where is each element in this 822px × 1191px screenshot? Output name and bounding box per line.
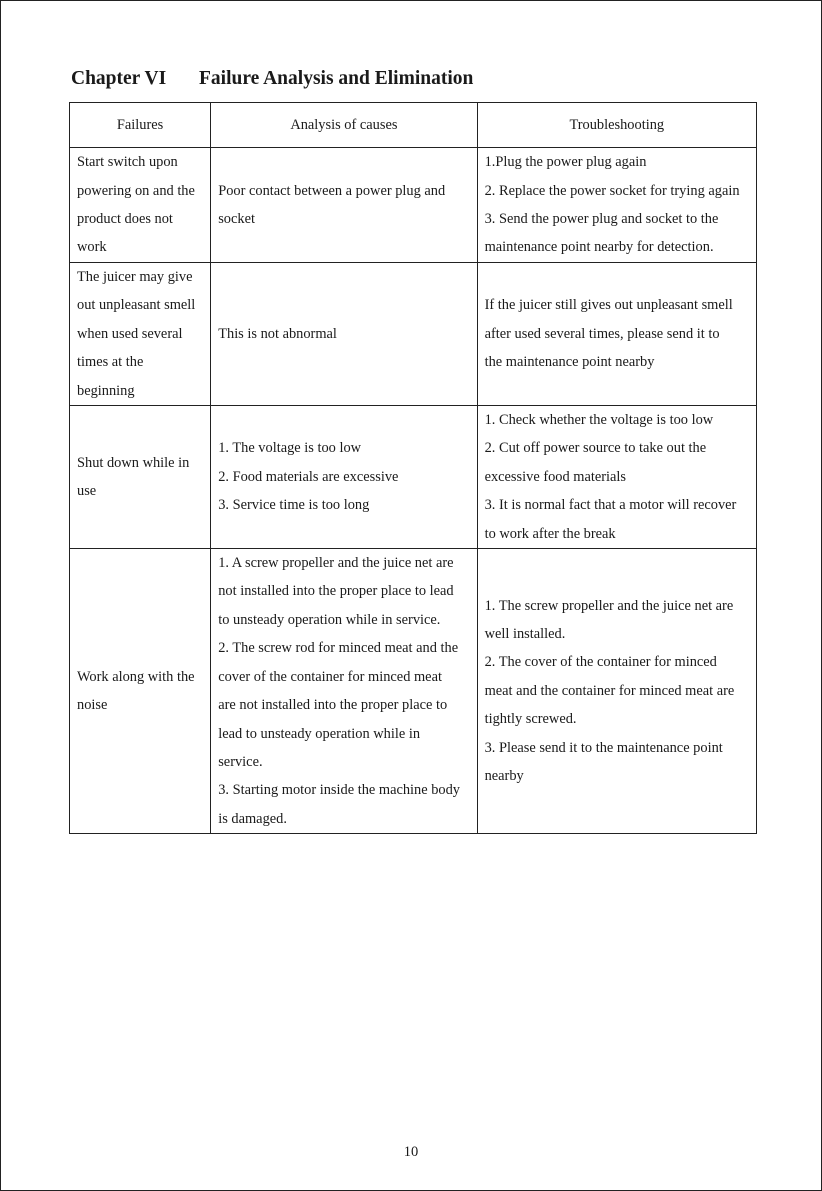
header-failures: Failures bbox=[70, 103, 211, 148]
failure-cell bbox=[70, 148, 211, 263]
cell-line: nearby bbox=[484, 768, 524, 785]
cell-line: maintenance point nearby for detection. bbox=[484, 239, 714, 256]
cause-cell bbox=[211, 148, 477, 263]
cell-line: when used several bbox=[77, 325, 183, 342]
cell-line: to unsteady operation while in service. bbox=[218, 611, 441, 628]
cause-cell bbox=[211, 549, 477, 834]
failure-cell bbox=[70, 549, 211, 834]
cell-line: Shut down while in bbox=[77, 454, 190, 471]
failure-analysis-table bbox=[69, 102, 757, 834]
failure-cell bbox=[70, 406, 211, 549]
cell-line: If the juicer still gives out unpleasant smell bbox=[484, 297, 733, 314]
cell-line: cover of the container for minced meat bbox=[218, 668, 442, 685]
cell-line: to work after the break bbox=[484, 525, 616, 542]
table-row bbox=[70, 148, 757, 263]
cause-cell bbox=[211, 406, 477, 549]
cell-line: are not installed into the proper place to bbox=[218, 697, 448, 714]
cell-line: meat and the container for minced meat are bbox=[484, 682, 735, 699]
troubleshooting-cell bbox=[477, 263, 756, 406]
cell-line: lead to unsteady operation while in bbox=[218, 725, 421, 742]
troubleshooting-cell bbox=[477, 549, 756, 834]
cell-line: 2. Replace the power socket for trying again bbox=[484, 182, 740, 199]
cell-line: product does not bbox=[77, 211, 173, 227]
cell-line: 3. Please send it to the maintenance point bbox=[484, 739, 723, 756]
cell-line: use bbox=[77, 483, 97, 500]
table-row bbox=[70, 549, 757, 834]
cell-line: 3. Send the power plug and socket to the bbox=[484, 211, 719, 227]
cell-line: 1. Check whether the voltage is too low bbox=[484, 412, 714, 429]
cell-line: 3. It is normal fact that a motor will recover bbox=[484, 497, 737, 514]
cell-line: tightly screwed. bbox=[484, 711, 577, 728]
cell-line: powering on and the bbox=[77, 182, 195, 199]
failure-cell bbox=[70, 263, 211, 406]
cell-line: noise bbox=[77, 697, 108, 714]
cell-line: 3. Starting motor inside the machine body bbox=[218, 782, 461, 799]
cell-line: 1. The voltage is too low bbox=[218, 440, 362, 457]
troubleshooting-cell bbox=[477, 406, 756, 549]
cause-cell bbox=[211, 263, 477, 406]
cell-line: 2. Food materials are excessive bbox=[218, 468, 399, 485]
chapter-label: Chapter VI bbox=[71, 68, 167, 89]
cell-line: 1.Plug the power plug again bbox=[484, 154, 647, 171]
cell-line: 3. Service time is too long bbox=[218, 497, 370, 514]
table-row bbox=[70, 406, 757, 549]
chapter-title: Failure Analysis and Elimination bbox=[199, 68, 474, 89]
cell-line: socket bbox=[218, 211, 255, 227]
cell-line: 2. The screw rod for minced meat and the bbox=[218, 640, 459, 657]
cell-line: 2. The cover of the container for minced bbox=[484, 654, 717, 671]
cell-line: well installed. bbox=[484, 626, 566, 643]
cell-line: The juicer may give bbox=[77, 269, 193, 285]
page-number: 10 bbox=[403, 1144, 419, 1160]
cell-line: work bbox=[77, 239, 107, 256]
table-row bbox=[70, 263, 757, 406]
cell-line: Work along with the bbox=[77, 668, 195, 685]
header-analysis: Analysis of causes bbox=[211, 103, 477, 148]
cell-line: excessive food materials bbox=[484, 468, 627, 485]
cell-line: Poor contact between a power plug and bbox=[218, 182, 446, 199]
cell-line: Start switch upon bbox=[77, 154, 178, 171]
cell-line: 2. Cut off power source to take out the bbox=[484, 440, 707, 457]
cell-line: the maintenance point nearby bbox=[484, 354, 655, 371]
cell-line: service. bbox=[218, 753, 263, 770]
header-troubleshooting: Troubleshooting bbox=[477, 103, 756, 148]
cell-line: 1. The screw propeller and the juice net are bbox=[484, 597, 734, 614]
cell-line: after used several times, please send it to bbox=[484, 325, 720, 342]
chapter-heading bbox=[71, 68, 473, 90]
cell-line: 1. A screw propeller and the juice net are bbox=[218, 555, 454, 572]
cell-line: This is not abnormal bbox=[218, 325, 337, 342]
troubleshooting-cell bbox=[477, 148, 756, 263]
cell-line: times at the bbox=[77, 354, 144, 371]
cell-line: beginning bbox=[77, 382, 135, 399]
cell-line: is damaged. bbox=[218, 810, 287, 827]
cell-line: not installed into the proper place to lead bbox=[218, 583, 454, 600]
table-header-row bbox=[70, 103, 757, 148]
cell-line: out unpleasant smell bbox=[77, 297, 196, 314]
